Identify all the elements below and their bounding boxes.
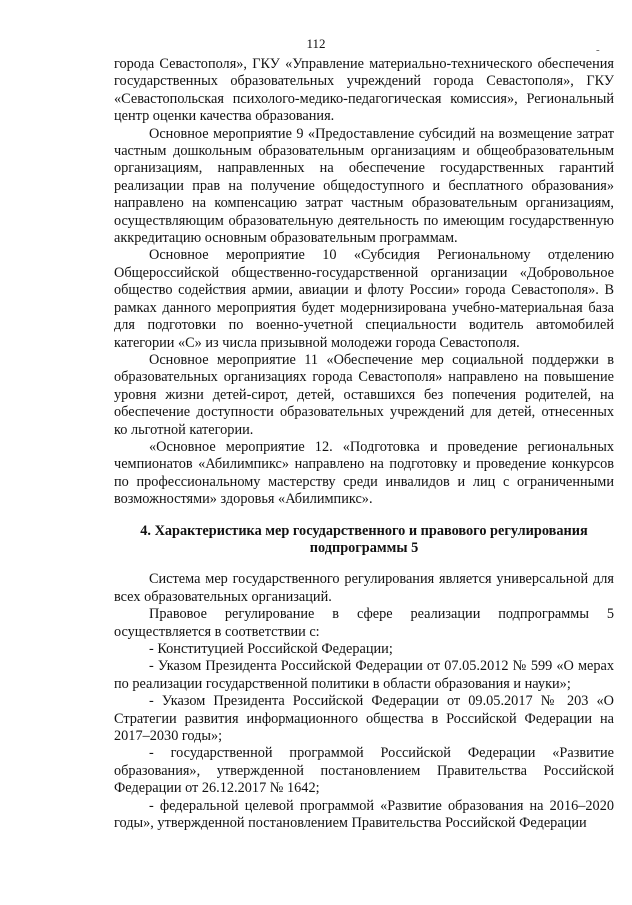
paragraph: города Севастополя», ГКУ «Управление материально-технического обеспечения государственных образовательных учреждений города Севастополя», ГКУ «Севастопольская психолого-медико-педагогическая комиссия», Региональный центр оценки качества образования. — [114, 56, 614, 125]
section-heading: 4. Характеристика мер государственного и правового регулирования подпрограммы 5 — [140, 522, 588, 556]
list-item: - федеральной целевой программой «Развитие образования на 2016–2020 годы», утвержденной постановлением Правительства Российской Федерации — [114, 797, 614, 832]
page-number: 112 — [306, 36, 326, 51]
list-item: - Указом Президента Российской Федерации от 09.05.2017 № 203 «О Стратегии развития информационного общества в Российской Федерации на 2017–2030 годы»; — [114, 693, 614, 745]
document-body — [114, 56, 614, 832]
paragraph: Основное мероприятие 10 «Субсидия Региональному отделению Общероссийской общественно-государственной организации «Добровольное общество содействия армии, авиации и флоту России» города Севастополя». В рамках данного мероприятия будет модернизирована учебно-материальная база для подготовки по военно-учетной специальности водитель автомобилей категории «С» из числа призывной молодежи города Севастополя. — [114, 247, 614, 351]
list-item: - государственной программой Российской Федерации «Развитие образования», утвержденной постановлением Правительства Российской Федерации от 26.12.2017 № 1642; — [114, 745, 614, 797]
paragraph: «Основное мероприятие 12. «Подготовка и проведение региональных чемпионатов «Абилимпикс» направлено на подготовку и проведение конкурсов по профессиональному мастерству среди инвалидов и лиц с ограниченными возможностями» здоровья «Абилимпикс». — [114, 438, 614, 508]
paragraph: Система мер государственного регулирования является универсальной для всех образовательных организаций. — [114, 571, 614, 605]
paragraph: Основное мероприятие 11 «Обеспечение мер социальной поддержки в образовательных организациях города Севастополя» направлено на повышение уровня жизни детей-сирот, детей, оставшихся без попечения родителей, на обеспечение доступности образовательных учреждений для детей, отнесенных ко льготной категории. — [114, 351, 614, 438]
list-item: - Указом Президента Российской Федерации от 07.05.2012 № 599 «О мерах по реализации государственной политики в области образования и науки»; — [114, 658, 614, 692]
scan-mark: - — [596, 44, 600, 56]
list-item: - Конституцией Российской Федерации; — [149, 641, 393, 657]
paragraph: Правовое регулирование в сфере реализации подпрограммы 5 осуществляется в соответствии с: — [114, 606, 614, 640]
paragraph: Основное мероприятие 9 «Предоставление субсидий на возмещение затрат частным дошкольным образовательным организациям и общеобразовательным организациям, направленных на обеспечение государственных гарантий реализации прав на получение общедоступного и бесплатного образования» направлено на компенсацию затрат частным образовательным организациям, осуществляющим образовательную деятельность по имеющим государственную аккредитацию основным образовательным программам. — [114, 125, 614, 247]
